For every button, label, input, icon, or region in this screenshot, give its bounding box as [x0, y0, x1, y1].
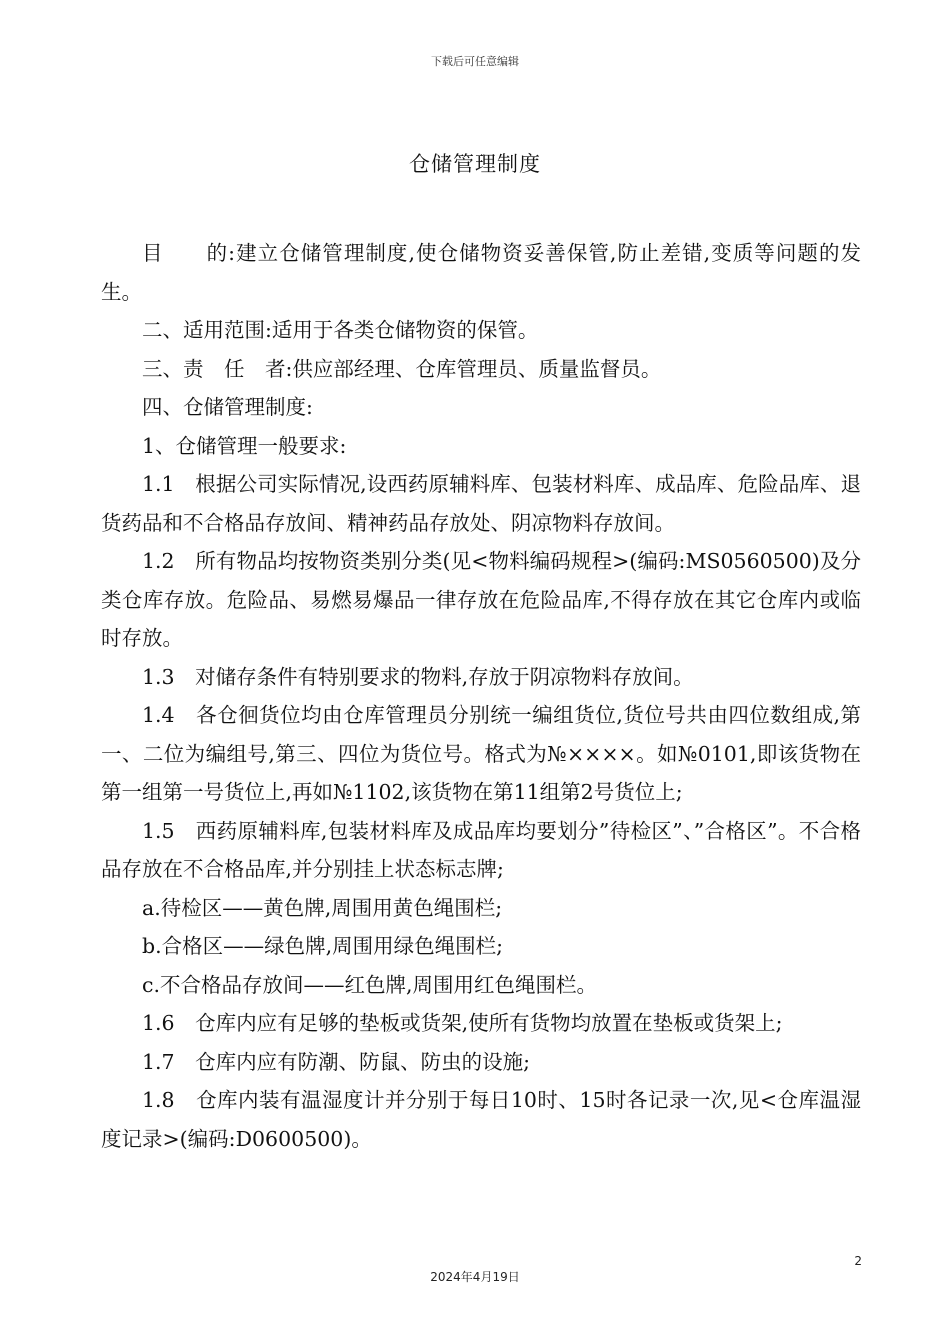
- paragraph-1-5: 1.5 西药原辅料库,包装材料库及成品库均要划分”待检区”、”合格区”。不合格品存放在不合格品库,并分别挂上状态标志牌;: [101, 818, 861, 881]
- paragraph-item-a: a.待检区——黄色牌,周围用黄色绳围栏;: [142, 895, 503, 920]
- paragraph-responsible: 三、责 任 者:供应部经理、仓库管理员、质量监督员。: [142, 356, 662, 381]
- paragraph-1-1: 1.1 根据公司实际情况,设西药原辅料库、包装材料库、成品库、危险品库、退货药品和不合格品存放间、精神药品存放处、阴凉物料存放间。: [101, 472, 861, 535]
- paragraph-1-2: 1.2 所有物品均按物资类别分类(见<物料编码规程>(编码:MS0560500)及分类仓库存放。危险品、易燃易爆品一律存放在危险品库,不得存放在其它仓库内或临时存放。: [101, 549, 861, 650]
- paragraph-1-7: 1.7 仓库内应有防潮、防鼠、防虫的设施;: [142, 1049, 531, 1074]
- paragraph-scope: 二、适用范围:适用于各类仓储物资的保管。: [142, 318, 539, 342]
- paragraph-general-requirements: 1、仓储管理一般要求:: [142, 433, 347, 458]
- paragraph-item-b: b.合格区——绿色牌,周围用绿色绳围栏;: [142, 934, 504, 958]
- paragraph-purpose: 目 的:建立仓储管理制度,使仓储物资妥善保管,防止差错,变质等问题的发生。: [101, 241, 861, 304]
- document-title: 仓储管理制度: [409, 152, 541, 176]
- document-body: [101, 234, 861, 1158]
- paragraph-1-4: 1.4 各仓徊货位均由仓库管理员分别统一编组货位,货位号共由四位数组成,第一、二位为编组号,第三、四位为货位号。格式为№××××。如№0101,即该货物在第一组第一号货位上,再如№1102,该货物在第11组第2号货位上;: [101, 703, 861, 804]
- paragraph-section-heading: 四、仓储管理制度:: [142, 395, 313, 419]
- paragraph-item-c: c.不合格品存放间——红色牌,周围用红色绳围栏。: [142, 972, 598, 997]
- paragraph-1-3: 1.3 对储存条件有特别要求的物料,存放于阴凉物料存放间。: [142, 664, 694, 689]
- footer-date: 2024年4月19日: [430, 1270, 520, 1284]
- header-note: 下载后可任意编辑: [431, 55, 519, 68]
- paragraph-1-6: 1.6 仓库内应有足够的垫板或货架,使所有货物均放置在垫板或货架上;: [142, 1011, 783, 1035]
- page-number: 2: [854, 1254, 862, 1268]
- paragraph-1-8: 1.8 仓库内装有温湿度计并分别于每日10时、15时各记录一次,见<仓库温湿度记录>(编码:D0600500)。: [101, 1088, 861, 1151]
